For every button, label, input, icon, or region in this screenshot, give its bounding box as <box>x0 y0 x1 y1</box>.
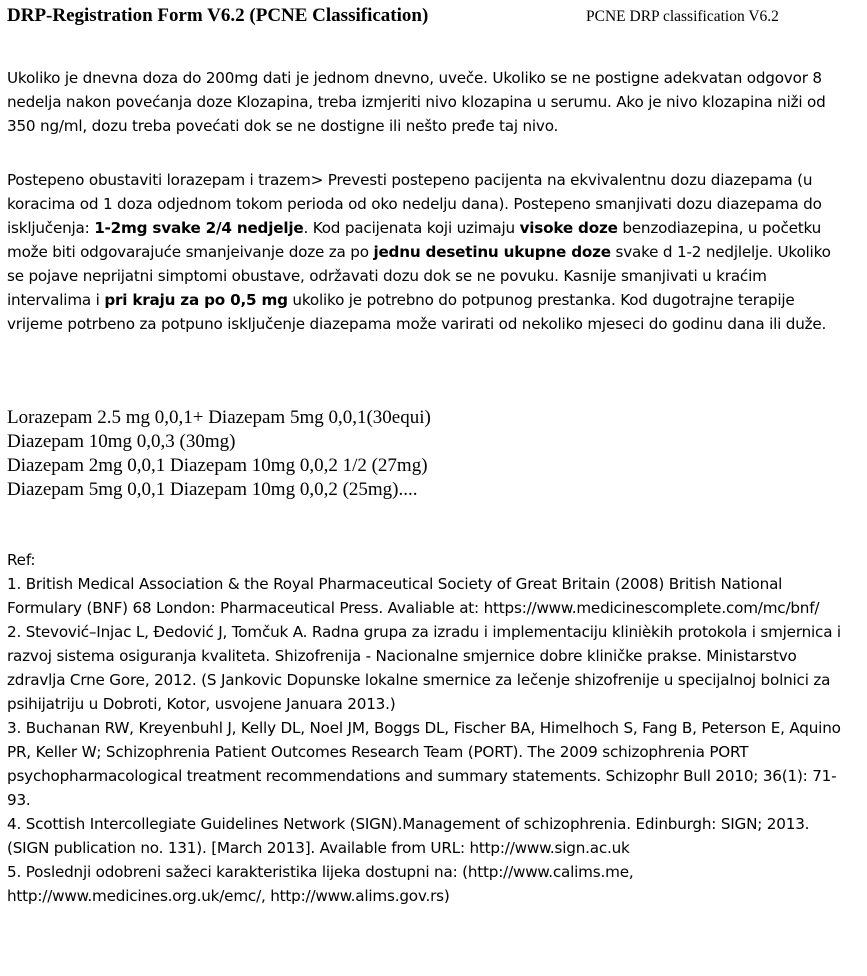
bold-final-step: pri kraju za po 0,5 mg <box>104 291 288 309</box>
dosing-line: Diazepam 5mg 0,0,1 Diazepam 10mg 0,0,2 (25mg).... <box>7 479 418 500</box>
bold-dose-step: 1-2mg svake 2/4 nedjelje <box>94 219 304 237</box>
paragraph-text: . Kod pacijenata koji uzimaju <box>303 219 520 237</box>
paragraph-text: Postepeno obustaviti lorazepam i trazem> Prevesti postepeno pacijenta na ekvivalentnu dozu diazepama (u koracima od 1 doza odjednom tokom perioda od oko nedelju dana). Postepeno smanjivati dozu diazepama do isključenja: <box>7 171 822 237</box>
reference-item: 5. Poslednji odobreni sažeci karakteristika lijeka dostupni na: (http://www.calims.me, http://www.medicines.org.uk/emc/, http://www.alims.gov.rs) <box>7 863 634 905</box>
reference-item: 3. Buchanan RW, Kreyenbuhl J, Kelly DL, Noel JM, Boggs DL, Fischer BA, Himelhoch S, Fang B, Peterson E, Aquino PR, Keller W; Schizophrenia Patient Outcomes Research Team (PORT). The 2009 schizophrenia PORT psychopharmacological treatment recommendations and summary statements. Schizophr Bull 2010; 36(1): 71-93. <box>7 719 841 809</box>
reference-item: 2. Stevović–Injac L, Đedović J, Tomčuk A. Radna grupa za izradu i implementaciju klinièkih protokola i smjernica i razvoj sistema osiguranja kvaliteta. Shizofrenija - Nacionalne smjernice dobre kliničke prakse. Ministarstvo zdravlja Crne Gore, 2012. (S Jankovic Dopunske lokalne smernice za lečenje shizofrenije u specijalnoj bolnici za psihijatriju u Dobroti, Kotor, usvojene Januara 2013.) <box>7 623 841 713</box>
clozapine-paragraph: Ukoliko je dnevna doza do 200mg dati je jednom dnevno, uveče. Ukoliko se ne postigne adekvatan odgovor 8 nedelja nakon povećanja doze Klozapina, treba izmjeriti nivo klozapina u serumu. Ako je nivo klozapina niži od 350 ng/ml, dozu treba povećati dok se ne dostigne ili nešto pređe taj nivo. <box>7 69 826 135</box>
dosing-line: Lorazepam 2.5 mg 0,0,1+ Diazepam 5mg 0,0,1(30equi) <box>7 407 431 428</box>
paragraph-text: ukoliko je potrebno do potpunog prestanka. Kod dugotrajne terapije vrijeme potrbeno za potpuno isključenje diazepama može varirati od nekoliko mjeseci do godinu dana ili duže. <box>7 291 827 333</box>
dosing-schedule <box>7 406 852 502</box>
paragraph-text: svake d 1-2 nedjlelje. Ukoliko se pojave neprijatni simptomi obustave, održavati dozu dok se ne povuku. Kasnije smanjivati u kraćim intervalima i <box>7 243 831 309</box>
reference-item: 1. British Medical Association & the Royal Pharmaceutical Society of Great Britain (2008) British National Formulary (BNF) 68 London: Pharmaceutical Press. Avaliable at: https://www.medicinescomplete.com/mc/bnf/ <box>7 575 820 617</box>
dosing-line: Diazepam 10mg 0,0,3 (30mg) <box>7 431 236 452</box>
benzodiazepine-paragraph <box>7 168 852 336</box>
bold-high-dose: visoke doze <box>519 219 618 237</box>
header-classification: PCNE DRP classification V6.2 <box>586 8 779 25</box>
dosing-line: Diazepam 2mg 0,0,1 Diazepam 10mg 0,0,2 1/2 (27mg) <box>7 455 428 476</box>
page-header <box>7 4 859 30</box>
references-heading: Ref: <box>7 551 36 569</box>
form-title: DRP-Registration Form V6.2 (PCNE Classification) <box>7 5 429 26</box>
bold-tenth-dose: jednu desetinu ukupne doze <box>373 243 611 261</box>
references-section <box>7 548 852 908</box>
reference-item: 4. Scottish Intercollegiate Guidelines Network (SIGN).Management of schizophrenia. Edinburgh: SIGN; 2013. (SIGN publication no. 131). [March 2013]. Available from URL: http://www.sign.ac.uk <box>7 815 810 857</box>
paragraph-text: benzodiazepina, u početku može biti odgovarajuće smanjeivanje doze za po <box>7 219 822 261</box>
